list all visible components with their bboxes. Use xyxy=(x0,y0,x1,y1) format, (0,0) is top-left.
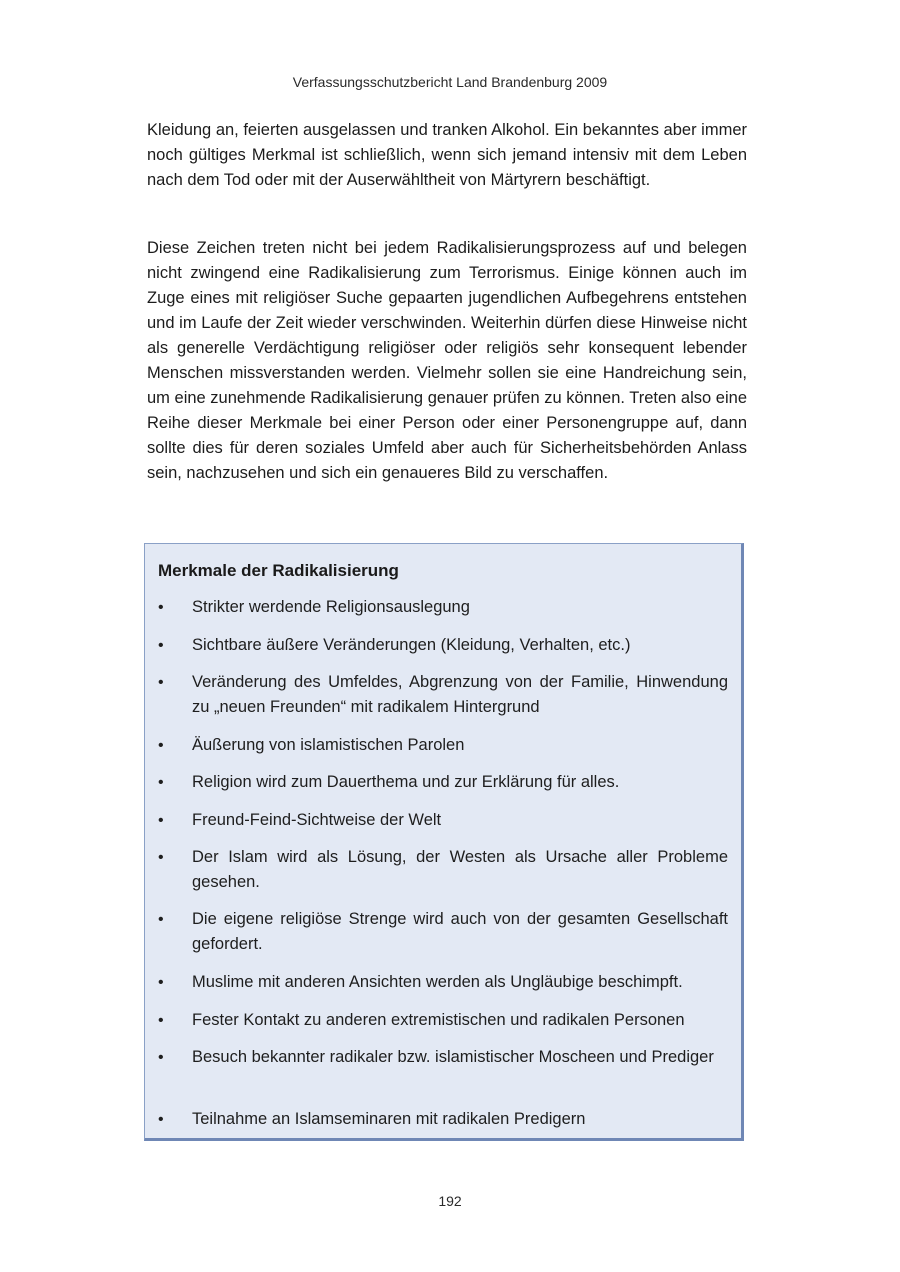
bullet-icon: • xyxy=(158,974,164,991)
running-header: Verfassungsschutzbericht Land Brandenburg 2009 xyxy=(292,74,608,90)
bullet-icon: • xyxy=(158,674,164,691)
page-number: 192 xyxy=(438,1193,462,1209)
box-title: Merkmale der Radikalisierung xyxy=(158,561,399,580)
bullet-icon: • xyxy=(158,911,164,928)
list-item-text: Fester Kontakt zu anderen extremistischen und radikalen Personen xyxy=(192,1011,685,1029)
list-item-text: Besuch bekannter radikaler bzw. islamistischer Moscheen und Prediger xyxy=(192,1048,714,1066)
list-item-text: Teilnahme an Islamseminaren mit radikalen Predigern xyxy=(192,1110,586,1128)
body-paragraph-1: Kleidung an, feierten ausgelassen und tranken Alkohol. Ein bekanntes aber immer noch gültiges Merkmal ist schließlich, wenn sich jemand intensiv mit dem Leben nach dem Tod oder mit der Auserwähltheit von Märtyrern beschäftigt. xyxy=(147,121,747,189)
list-item-text: Freund-Feind-Sichtweise der Welt xyxy=(192,811,442,829)
bullet-icon: • xyxy=(158,849,164,866)
bullet-icon: • xyxy=(158,1111,164,1128)
list-item-text: Religion wird zum Dauerthema und zur Erklärung für alles. xyxy=(192,773,620,791)
bullet-icon: • xyxy=(158,774,164,791)
bullet-icon: • xyxy=(158,737,164,754)
body-paragraph-2: Diese Zeichen treten nicht bei jedem Radikalisierungsprozess auf und belegen nicht zwingend eine Radikalisierung zum Terrorismus. Einige können auch im Zuge eines mit religiöser Suche gepaarten jugendlichen Aufbegehrens entstehen und im Laufe der Zeit wieder verschwinden. Weiterhin dürfen diese Hinweise nicht als generelle Verdächtigung religiöser oder religiös sehr konsequent lebender Menschen missverstanden werden. Vielmehr sollen sie eine Handreichung sein, um eine zunehmende Radikalisierung genauer prüfen zu können. Treten also eine Reihe dieser Merkmale bei einer Person oder einer Personengruppe auf, dann sollte dies für deren soziales Umfeld aber auch für Sicherheitsbehörden Anlass sein, nachzusehen und sich ein genaueres Bild zu verschaffen. xyxy=(147,239,747,482)
list-item-text: Sichtbare äußere Veränderungen (Kleidung, Verhalten, etc.) xyxy=(192,636,631,654)
list-item-text: Äußerung von islamistischen Parolen xyxy=(192,736,465,754)
list-item-text: Der Islam wird als Lösung, der Westen als Ursache aller Probleme gesehen. xyxy=(192,848,728,891)
bullet-icon: • xyxy=(158,1049,164,1066)
list-item-text: Strikter werdende Religionsauslegung xyxy=(192,598,470,616)
bullet-icon: • xyxy=(158,637,164,654)
radicalization-features-box xyxy=(144,543,744,1141)
list-item-text: Muslime mit anderen Ansichten werden als Ungläubige beschimpft. xyxy=(192,973,683,991)
bullet-icon: • xyxy=(158,1012,164,1029)
bullet-icon: • xyxy=(158,812,164,829)
list-item-text: Die eigene religiöse Strenge wird auch von der gesamten Gesellschaft gefordert. xyxy=(192,910,728,953)
list-item-text: Veränderung des Umfeldes, Abgrenzung von der Familie, Hinwendung zu „neuen Freunden“ mit radikalem Hintergrund xyxy=(192,673,728,716)
bullet-icon: • xyxy=(158,599,164,616)
